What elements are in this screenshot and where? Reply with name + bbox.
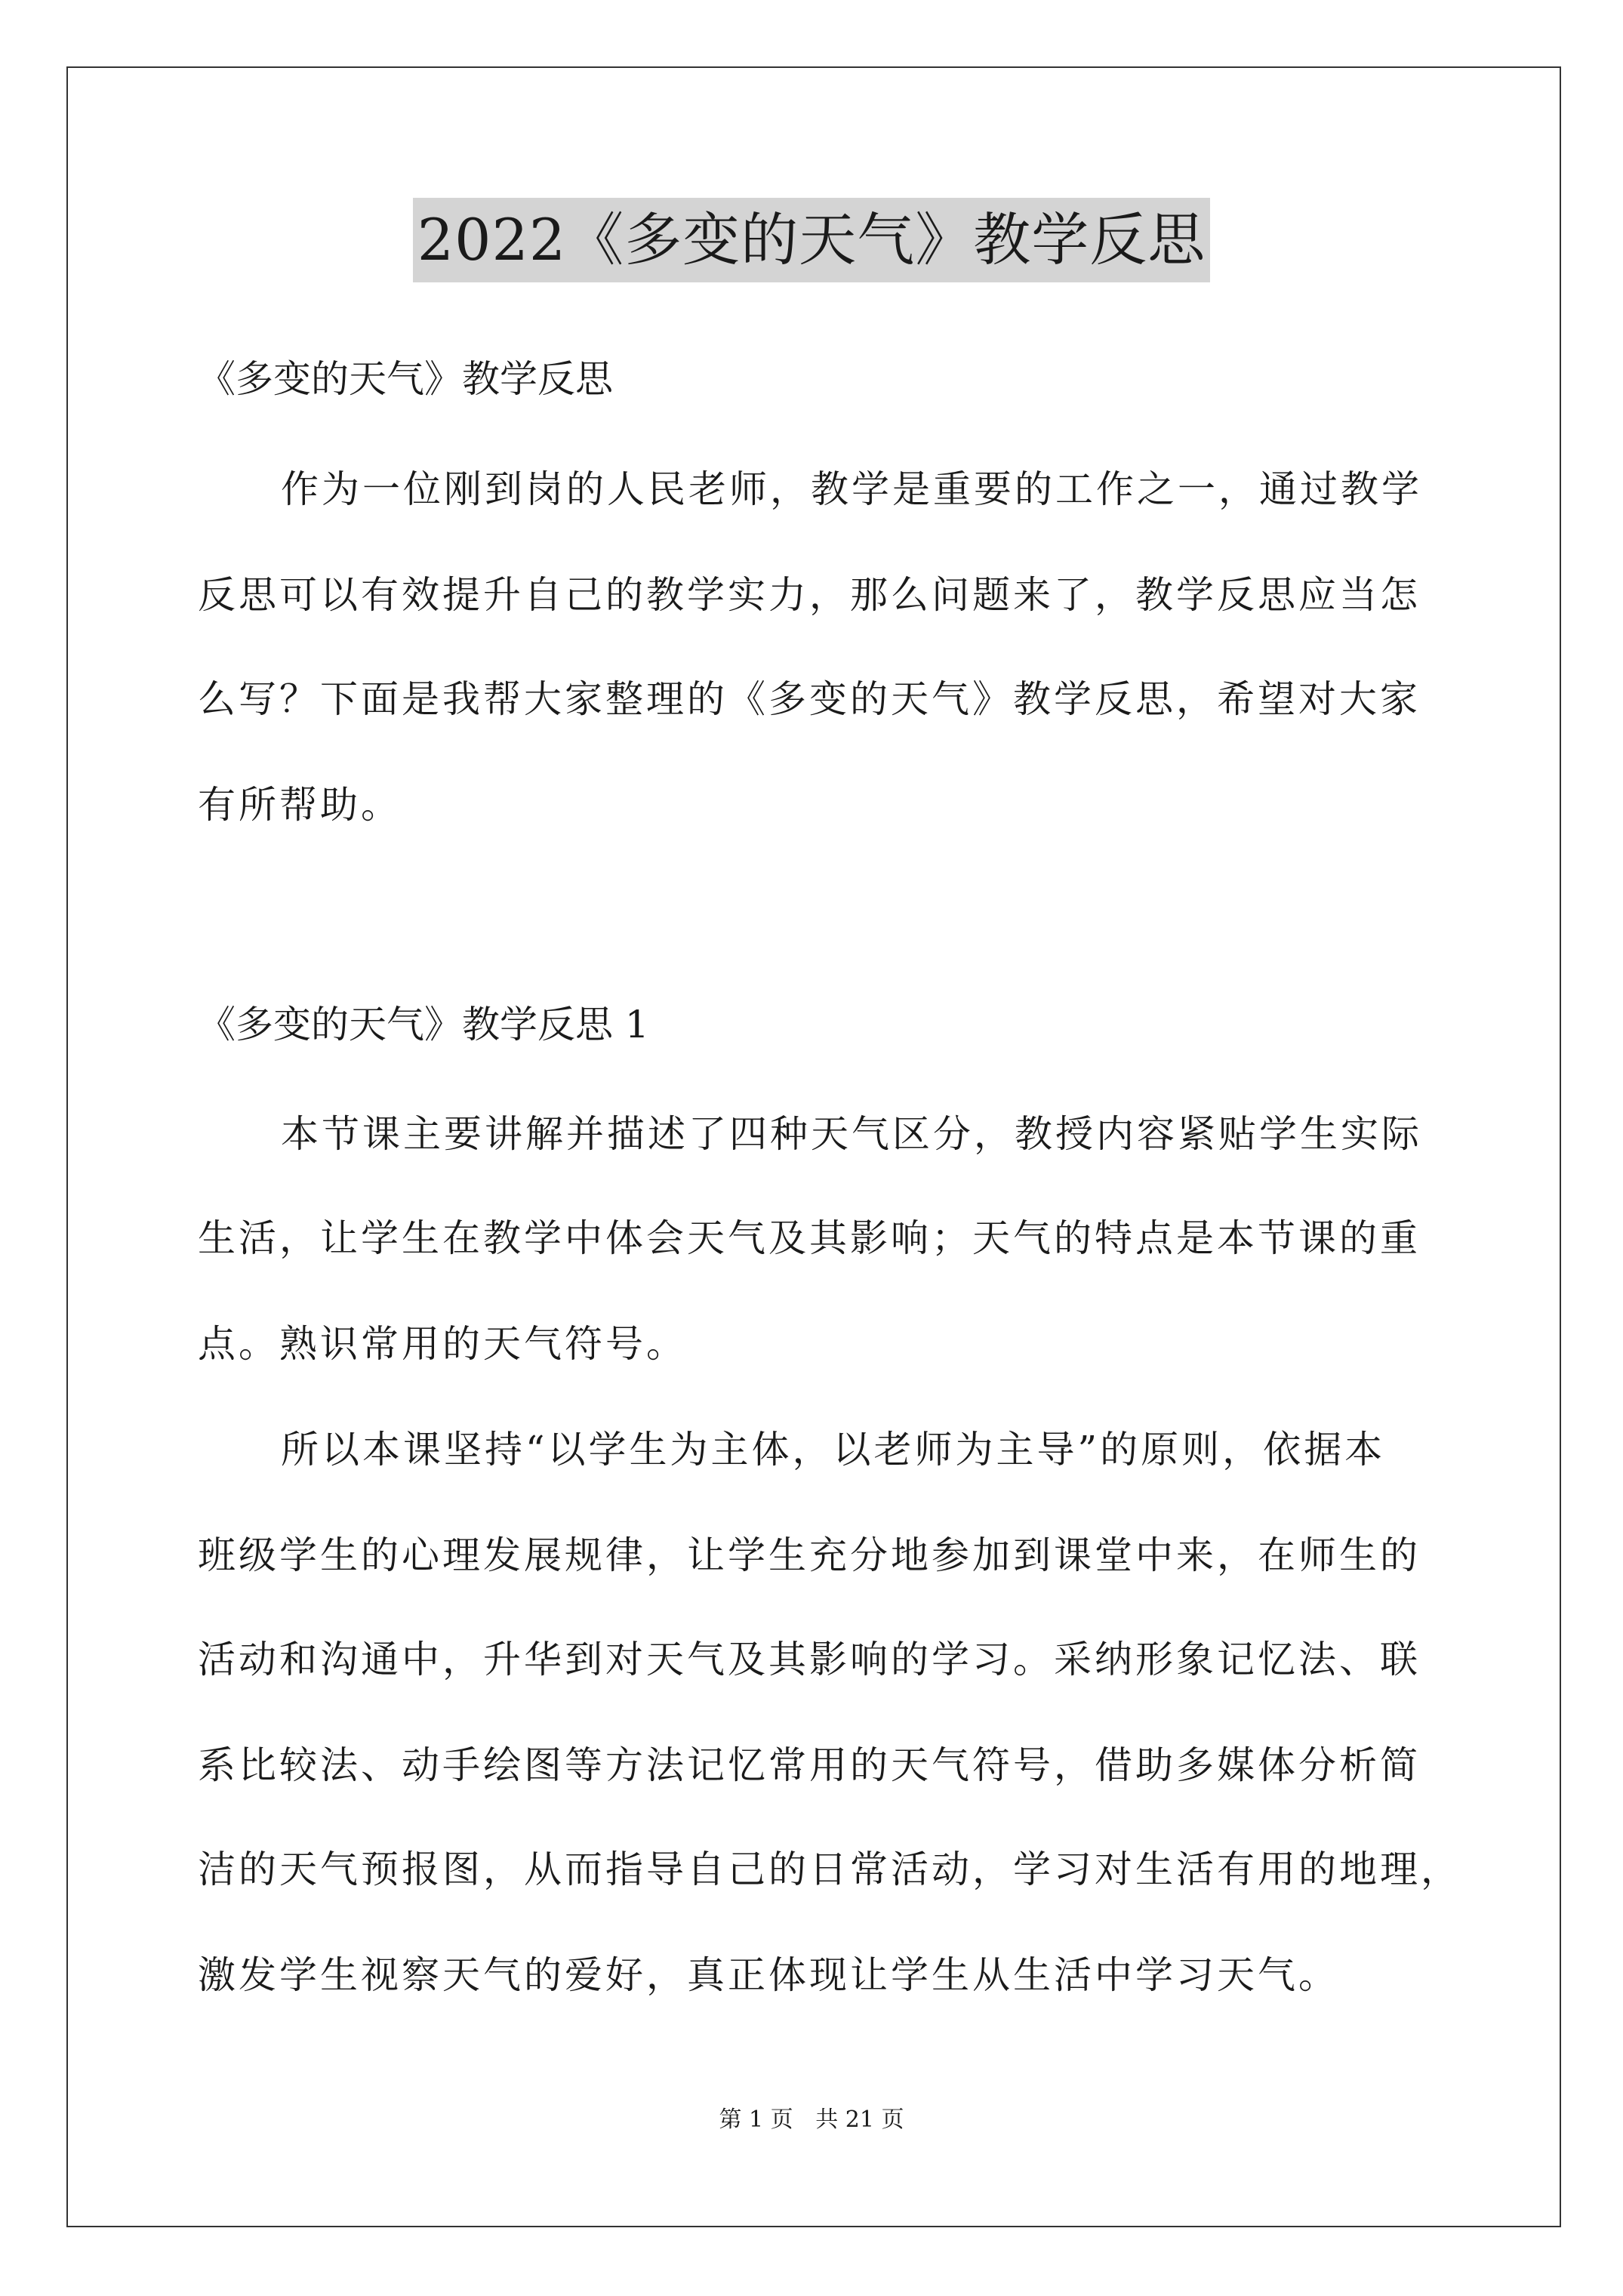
intro-line: 有所帮助。 bbox=[198, 783, 402, 827]
section1-para1-line: 点。熟识常用的天气符号。 bbox=[198, 1322, 687, 1366]
intro-line: 么写？下面是我帮大家整理的《多变的天气》教学反思，希望对大家 bbox=[198, 677, 1421, 721]
intro-heading: 《多变的天气》教学反思 bbox=[198, 357, 613, 401]
section1-para2-line: 洁的天气预报图，从而指导自己的日常活动，学习对生活有用的地理， bbox=[198, 1848, 1461, 1891]
title-container bbox=[0, 198, 1623, 282]
document-title: 2022《多变的天气》教学反思 bbox=[413, 198, 1210, 282]
page-footer bbox=[0, 2105, 1623, 2135]
page-number: 第 1 页 bbox=[719, 2106, 793, 2133]
section1-para2-line: 激发学生视察天气的爱好，真正体现让学生从生活中学习天气。 bbox=[198, 1953, 1339, 1997]
section1-para1-line: 本节课主要讲解并描述了四种天气区分，教授内容紧贴学生实际 bbox=[281, 1112, 1422, 1156]
section1-para2-line: 所以本课坚持“以学生为主体，以老师为主导”的原则，依据本 bbox=[281, 1428, 1386, 1472]
section1-para2-line: 班级学生的心理发展规律，让学生充分地参加到课堂中来，在师生的 bbox=[198, 1533, 1421, 1577]
page-total: 共 21 页 bbox=[815, 2106, 904, 2133]
section1-heading: 《多变的天气》教学反思 1 bbox=[198, 1003, 649, 1046]
intro-line: 反思可以有效提升自己的教学实力，那么问题来了，教学反思应当怎 bbox=[198, 573, 1421, 617]
intro-line: 作为一位刚到岗的人民老师，教学是重要的工作之一，通过教学 bbox=[281, 467, 1422, 511]
section1-para2-line: 系比较法、动手绘图等方法记忆常用的天气符号，借助多媒体分析简 bbox=[198, 1743, 1421, 1787]
section1-para2-line: 活动和沟通中，升华到对天气及其影响的学习。采纳形象记忆法、联 bbox=[198, 1638, 1421, 1681]
section1-para1-line: 生活，让学生在教学中体会天气及其影响；天气的特点是本节课的重 bbox=[198, 1216, 1421, 1260]
